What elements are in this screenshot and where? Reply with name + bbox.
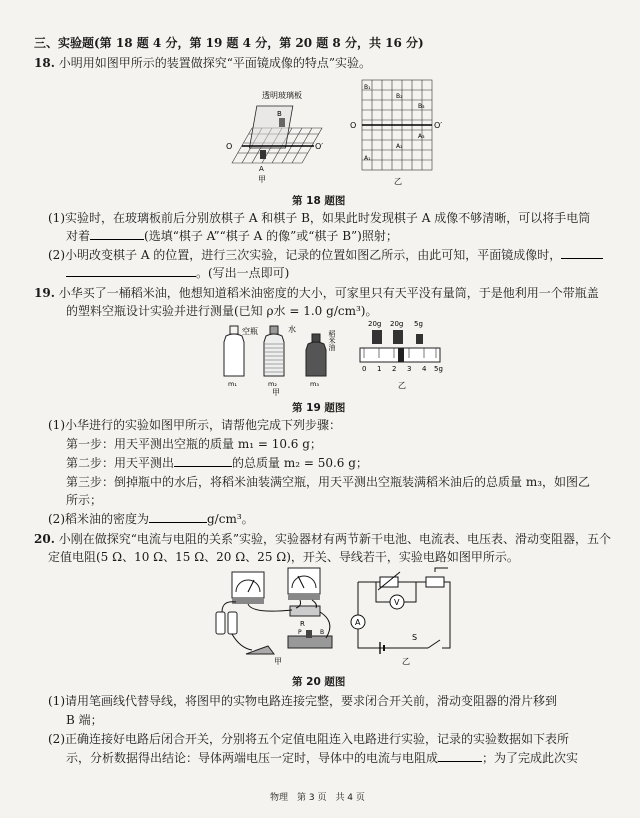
q19-step1: 第一步：用天平测出空瓶的质量 m₁ = 10.6 g； (66, 437, 322, 451)
q19-p1: (1)小华进行的实验如图甲所示，请帮他完成下列步骤： (48, 418, 342, 432)
label-s: S (412, 633, 418, 642)
q20-p2-line2b: ；为了完成此次实 (482, 751, 579, 765)
label-o2: O′ (315, 142, 324, 151)
q19-caption: 第 19 题图 (292, 402, 346, 414)
fig20-caption-yi: 乙 (402, 657, 410, 666)
q19-figure-yi (356, 318, 456, 392)
q19-stem-line2: 的塑料空瓶设计实验并进行测量(已知 ρ水 = 1.0 g/cm³)。 (66, 304, 378, 318)
switch-symbol (428, 640, 440, 648)
label-water: 水 (288, 325, 296, 334)
q18-figure-jia (222, 88, 332, 188)
q20-p1-line1: (1)请用笔画线代替导线，将图甲的实物电路连接完整，要求闭合开关前，滑动变阻器的滑片移到 (48, 694, 558, 708)
fig-caption-jia: 甲 (258, 175, 266, 184)
mark-b2: B₂ (396, 93, 403, 100)
fig-caption-yi: 乙 (394, 177, 402, 186)
q18-p1-line2b: (选填“棋子 A”“棋子 A 的像”或“棋子 B”)照射； (144, 229, 398, 243)
q19-step2a: 第二步：用天平测出 (66, 456, 175, 470)
resistor-r (290, 606, 320, 616)
tick-3: 3 (407, 365, 412, 373)
label-oil: 稻米油 (328, 330, 336, 351)
piece-a (260, 150, 266, 159)
label-m1: m₁ (228, 380, 237, 388)
fixed-resistor (380, 577, 398, 587)
q20-stem-line1 (34, 532, 611, 547)
blank-q19-2[interactable] (149, 522, 207, 523)
bottle-empty (224, 326, 244, 376)
blank-q18-1[interactable] (90, 239, 144, 240)
q20-caption: 第 20 题图 (292, 676, 346, 688)
weight-label-2: 20g (390, 320, 404, 328)
mark-a2: A₂ (396, 143, 403, 150)
q19-step3-line2: 所示； (66, 493, 103, 507)
q19-number: 19. (34, 286, 55, 300)
q19-stem-line1 (34, 286, 599, 301)
weight-label-1: 20g (368, 320, 382, 328)
q18-stem-text: 小明用如图甲所示的装置做探究“平面镜成像的特点”实验。 (58, 56, 371, 70)
q20-stem-line2: 定值电阻(5 Ω、10 Ω、15 Ω、20 Ω、25 Ω)，开关、导线若干，实验电路如图甲所示。 (48, 550, 519, 564)
q20-p2-line2 (66, 751, 578, 766)
q19-figure-jia (220, 320, 350, 396)
battery (216, 612, 237, 634)
q20-p2-line2a: 示，分析数据得出结论：导体两端电压一定时，导体中的电流与电阻成 (66, 751, 439, 765)
fig20-caption-jia: 甲 (274, 657, 282, 666)
page-footer: 物理 第 3 页 共 4 页 (270, 793, 365, 803)
piece-b (279, 118, 285, 127)
q19-p2 (48, 512, 254, 527)
blank-q20-1[interactable] (438, 761, 482, 762)
label-empty: 空瓶 (242, 327, 258, 336)
q20-p2-line1: (2)正确连接好电路后闭合开关，分别将五个定值电阻连入电路进行实验，记录的实验数据如下表所 (48, 732, 570, 746)
bottle-oil (306, 334, 326, 376)
q20-stem-text1: 小刚在做探究“电流与电阻的关系”实验，实验器材有两节新干电池、电流表、电压表、滑动变阻器，五个 (58, 532, 611, 546)
q19-step3-line1: 第三步：倒掉瓶中的水后，将稻米油装满空瓶，用天平测出空瓶装满稻米油后的总质量 m₃，如图乙 (66, 475, 591, 489)
q18-stem (34, 56, 371, 71)
label-b-rheo: B (320, 629, 325, 636)
q18-p2-line2 (66, 266, 289, 281)
label-b: B (277, 110, 282, 118)
label-o2-yi: O′ (434, 121, 443, 130)
q18-p1-line1: (1)实验时，在玻璃板前后分别放棋子 A 和棋子 B，如果此时发现棋子 A 成像不够清晰，可以将手电筒 (48, 211, 591, 225)
q18-number: 18. (34, 56, 55, 70)
mark-b1: B₁ (364, 84, 371, 91)
q20-figure-jia (212, 566, 346, 666)
label-m2: m₂ (268, 380, 277, 388)
mark-a1: A₁ (364, 155, 371, 162)
tick-2: 2 (392, 365, 397, 373)
q18-caption: 第 18 题图 (292, 195, 346, 207)
q18-figure-yi (348, 76, 458, 188)
blank-q19-1[interactable] (174, 466, 232, 467)
voltmeter-device (288, 568, 320, 600)
glass-label: 透明玻璃板 (262, 91, 302, 100)
label-o-yi: O (350, 121, 357, 130)
mark-a3: A₃ (418, 133, 425, 140)
label-r: R (300, 620, 305, 628)
label-v: V (394, 598, 400, 607)
q19-step2b: 的总质量 m₂ = 50.6 g； (232, 456, 368, 470)
q19-stem-text1: 小华买了一桶稻米油，他想知道稻米油密度的大小，可家里只有天平没有量筒，于是他利用一个带瓶盖 (58, 286, 599, 300)
blank-q18-2a[interactable] (561, 258, 603, 259)
q19-p2b: g/cm³。 (207, 512, 254, 526)
label-a: A (259, 165, 264, 173)
q18-p2-line2a: 。(写出一点即可) (196, 266, 290, 280)
tick-0: 0 (362, 365, 367, 373)
weight-label-3: 5g (414, 320, 423, 328)
circuit-wires (358, 582, 450, 648)
rheostat-symbol (426, 577, 444, 587)
bottle-water (264, 326, 284, 376)
fig19-caption-yi: 乙 (398, 381, 406, 390)
q18-p2-line1 (48, 248, 603, 263)
fig19-caption-jia: 甲 (272, 388, 280, 396)
glass-plate (249, 106, 292, 148)
q18-p1-line2 (66, 229, 398, 244)
slider-p (306, 630, 312, 638)
label-a-circ: A (355, 618, 361, 627)
tick-4: 4 (422, 365, 427, 373)
q20-figure-yi (350, 566, 460, 666)
mark-b3: B₃ (418, 103, 425, 110)
label-o: O (226, 142, 233, 151)
label-m3: m₃ (310, 380, 319, 388)
label-p: P (298, 629, 302, 636)
q18-p1-line2a: 对着 (66, 229, 91, 243)
q20-number: 20. (34, 532, 55, 546)
tick-5: 5g (434, 365, 443, 373)
rider (398, 348, 404, 362)
ammeter-device (232, 572, 264, 604)
q19-step2 (66, 456, 368, 471)
q18-p2-line1a: (2)小明改变棋子 A 的位置，进行三次实验，记录的位置如图乙所示，由此可知，平面镜成像时， (48, 248, 562, 262)
q19-p2a: (2)稻米油的密度为 (48, 512, 149, 526)
q20-p1-line2: B 端； (66, 713, 103, 727)
weights (372, 330, 423, 344)
tick-1: 1 (377, 365, 382, 373)
section-heading: 三、实验题(第 18 题 4 分，第 19 题 4 分，第 20 题 8 分，共 16 分) (34, 36, 424, 50)
blank-q18-2b[interactable] (66, 276, 196, 277)
